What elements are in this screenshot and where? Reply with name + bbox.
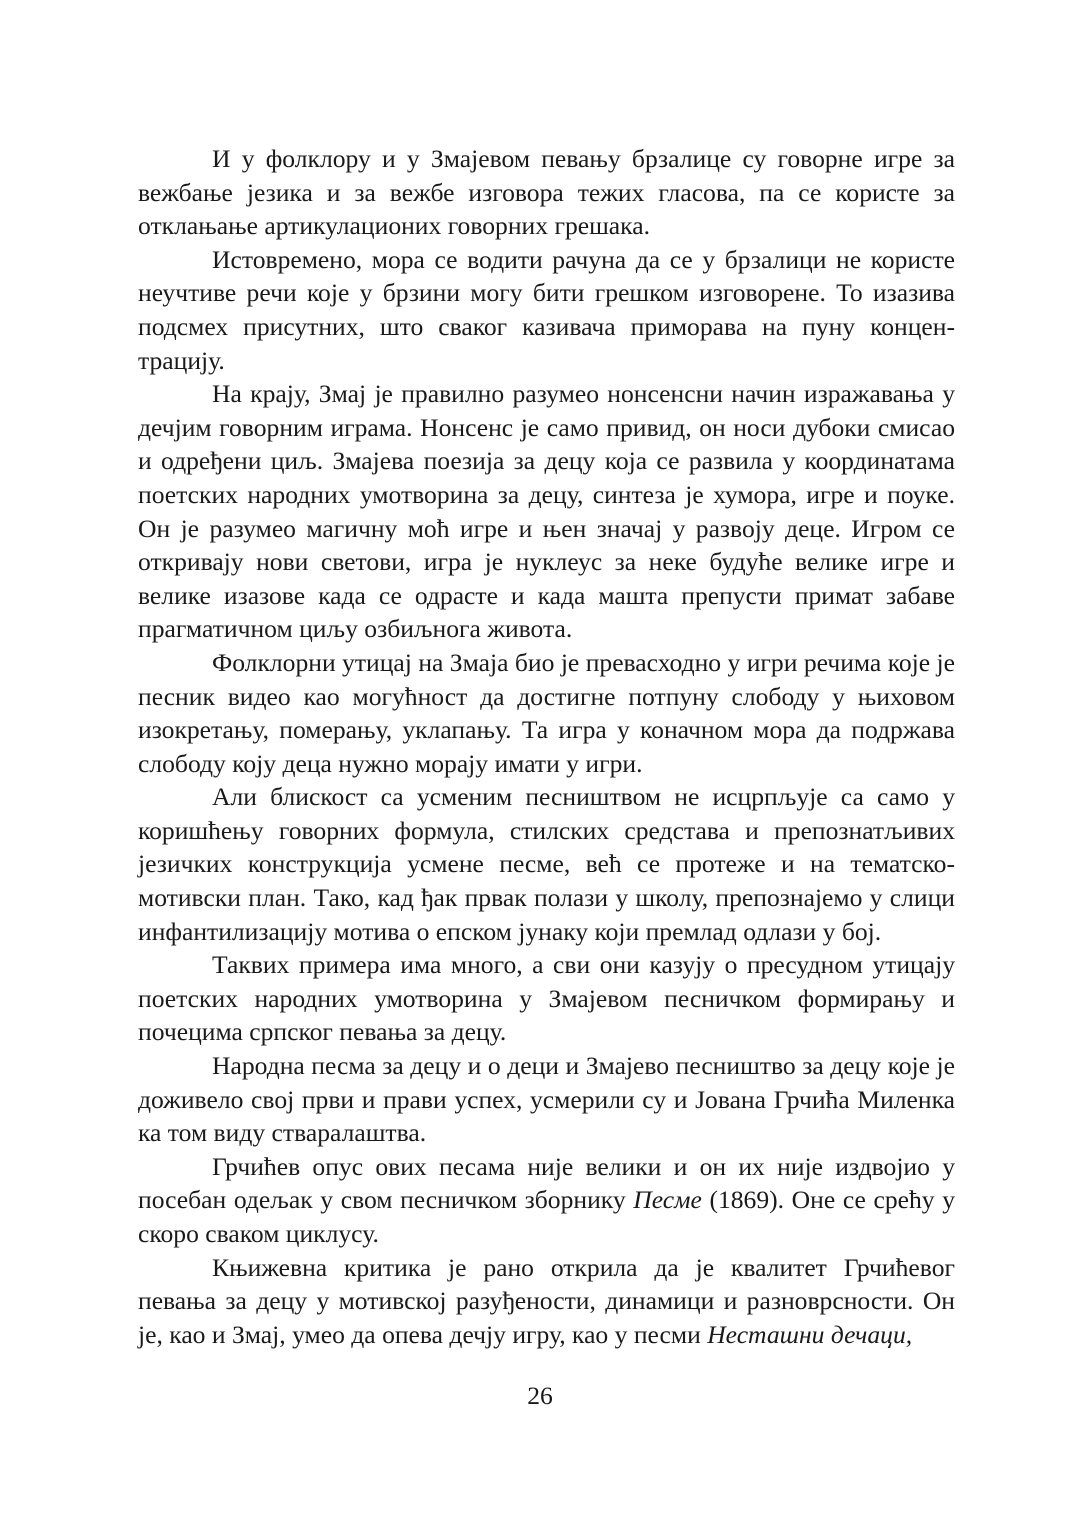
page-number: 26: [527, 1381, 553, 1410]
paragraph-9: [138, 1251, 955, 1352]
paragraph-7: Народна песма за децу и о деци и Змајево песништво за децу које је доживело свој први и прави успех, усмерили су и Јована Грчића Миленка ка том виду стваралаштва.: [138, 1051, 955, 1148]
paragraph-3: На крају, Змај је правилно разумео нонсенсни начин изражавања у дечјим говорним играма. Нонсенс је само привид, он носи дубоки смисао и одређени циљ. Змајева поезија за децу која се развила у координатама поетских народних умотворина за децу, синтеза је хумора, игре и поуке. Он је разумео магичну моћ игре и њен значај у развоју деце. Игром се откривају нови светови, игра је нуклеус за неке будуће велике игре и велике изазове када се одрасте и када машта препусти примат забаве прагматичном циљу озбиљнога живота.: [138, 379, 955, 644]
paragraph-2: Истовремено, мора се водити рачуна да се у брзалици не користе неучтиве речи које у брзини могу бити грешком изговорене. То изазива подсмех присутних, што сваког казивача приморава на пуну концентрацију.: [138, 244, 955, 375]
paragraph-5: Али блискост са усменим песништвом не исцрпљује са само у коришћењу говорних формула, стилских средстава и препознатљивих језичких конструкција усмене песме, већ се протеже и на тематско-мотивски план. Тако, кад ђак првак полази у школу, препознајемо у слици инфантилизацију мотива о епском јунаку који премлад одлази у бој.: [138, 782, 955, 946]
book-title-pesme: Песме: [633, 1185, 702, 1215]
paragraph-9-text: Књижевна критика је рано открила да је квалитет Грчићевог певања за децу у мотивској разуђености, динамици и разноврсности. Он је, као и Змај, умео да опева дечју игру, као у песми: [138, 1252, 955, 1349]
paragraph-4: Фолклорни утицај на Змаја био је превасходно у игри речима које је песник видео као могућност да достигне потпуну слободу у њиховом изокретању, померању, уклапању. Та игра у коначном мора да подржава слободу коју деца нужно морају имати у игри.: [138, 647, 955, 778]
paragraph-8-text-end: (1869). Оне се срећу у скоро сваком циклусу.: [138, 1185, 955, 1248]
paragraph-1: И у фолклору и у Змајевом певању брзалице су говорне игре за вежбање језика и за вежбе изговора тежих гласова, па се користе за отклањање артикулационих говорних грешака.: [138, 144, 955, 241]
paragraph-6: Таквих примера има много, а сви они казују о пресудном утицају поетских народних умотворина у Змајевом песничком формирању и почецима српског певања за децу.: [138, 950, 955, 1047]
paragraph-8-text: Грчићев опус ових песама није велики и он их није издвојио у посебан одељак у свом песничком зборнику: [138, 1151, 955, 1215]
paragraph-8: [138, 1150, 955, 1251]
body-text: [138, 142, 955, 1351]
poem-title-nestashni-dechaci: Несташни дечаци,: [707, 1319, 913, 1349]
